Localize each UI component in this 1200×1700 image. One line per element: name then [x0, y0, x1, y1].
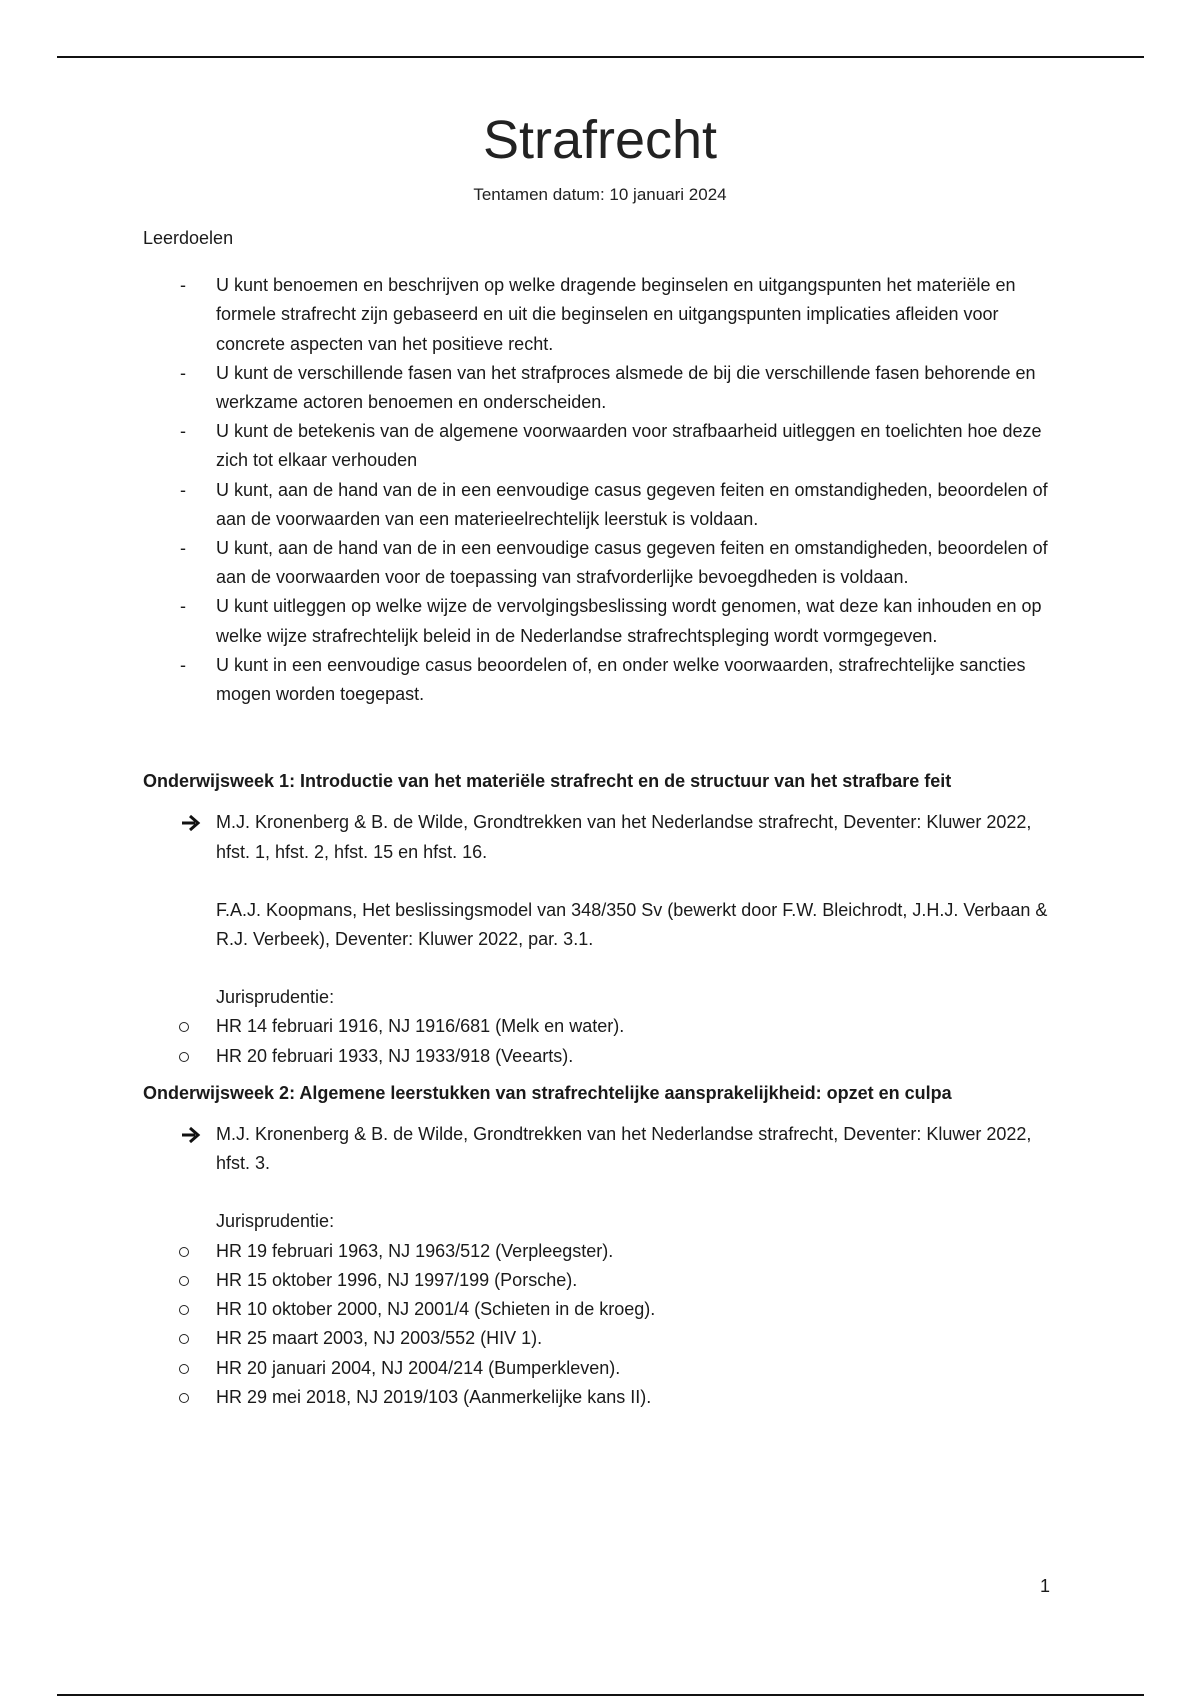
- case-text: HR 20 februari 1933, NJ 1933/918 (Veearts).: [216, 1045, 574, 1066]
- list-item: [143, 1012, 1063, 1041]
- dash-bullet: -: [180, 654, 186, 675]
- case-text: HR 25 maart 2003, NJ 2003/552 (HIV 1).: [216, 1328, 543, 1349]
- week-2-case-list: [143, 1237, 1063, 1412]
- circle-bullet-icon: [179, 1022, 189, 1032]
- case-text: HR 15 oktober 1996, NJ 1997/199 (Porsche).: [216, 1269, 578, 1290]
- list-item: [143, 359, 1063, 417]
- list-item: [143, 651, 1063, 709]
- dash-bullet: -: [180, 362, 186, 383]
- circle-bullet-icon: [179, 1247, 189, 1257]
- circle-bullet-icon: [179, 1334, 189, 1344]
- goal-text: U kunt de betekenis van de algemene voorwaarden voor strafbaarheid uitleggen en toelichten hoe deze zich tot elkaar verhouden: [216, 421, 1042, 471]
- case-text: HR 14 februari 1916, NJ 1916/681 (Melk en water).: [216, 1016, 625, 1037]
- dash-bullet: -: [180, 538, 186, 559]
- list-item: [143, 1266, 1063, 1295]
- circle-bullet-icon: [179, 1052, 189, 1062]
- dash-bullet: -: [180, 479, 186, 500]
- week-1-literature: [143, 808, 1063, 1012]
- list-item: [143, 417, 1063, 475]
- week-1-heading: Onderwijsweek 1: Introductie van het materiële strafrecht en de structuur van het strafbare feit: [143, 771, 952, 792]
- list-item: [143, 534, 1063, 592]
- literature-item: M.J. Kronenberg & B. de Wilde, Grondtrekken van het Nederlandse strafrecht, Deventer: Kluwer 2022, hfst. 3.: [216, 1124, 1032, 1174]
- list-item: [143, 1042, 1063, 1071]
- case-text: HR 19 februari 1963, NJ 1963/512 (Verpleegster).: [216, 1240, 614, 1261]
- week-2-heading: Onderwijsweek 2: Algemene leerstukken van strafrechtelijke aansprakelijkheid: opzet en culpa: [143, 1082, 952, 1103]
- dash-bullet: -: [180, 275, 186, 296]
- exam-date: Tentamen datum: 10 januari 2024: [473, 185, 727, 204]
- case-text: HR 20 januari 2004, NJ 2004/214 (Bumperkleven).: [216, 1357, 621, 1378]
- list-item: [143, 592, 1063, 650]
- goal-text: U kunt uitleggen op welke wijze de vervolgingsbeslissing wordt genomen, wat deze kan inhouden en op welke wijze strafrechtelijk beleid in de Nederlandse strafrechtspleging wordt vormgegeven.: [216, 596, 1042, 646]
- goal-text: U kunt in een eenvoudige casus beoordelen of, en onder welke voorwaarden, strafrechtelijke sancties mogen worden toegepast.: [216, 654, 1026, 705]
- page-number: 1: [1040, 1576, 1051, 1596]
- literature-item: F.A.J. Koopmans, Het beslissingsmodel van 348/350 Sv (bewerkt door F.W. Bleichrodt, J.H.J. Verbaan & R.J. Verbeek), Deventer: Kluwer 2022, par. 3.1.: [216, 899, 1048, 950]
- dash-bullet: -: [180, 421, 186, 442]
- footer-rule: [57, 1694, 1144, 1696]
- list-item: [143, 1237, 1063, 1266]
- goal-text: U kunt, aan de hand van de in een eenvoudige casus gegeven feiten en omstandigheden, beoordelen of aan de voorwaarden van een materieelrechtelijk leerstuk is voldaan.: [216, 479, 1048, 529]
- list-item: [143, 1383, 1063, 1412]
- document-title: Strafrecht: [482, 110, 718, 170]
- arrow-right-icon: [180, 812, 202, 834]
- literature-item: M.J. Kronenberg & B. de Wilde, Grondtrekken van het Nederlandse strafrecht, Deventer: Kluwer 2022, hfst. 1, hfst. 2, hfst. 15 en hfst. 16.: [216, 812, 1032, 862]
- goal-text: U kunt de verschillende fasen van het strafproces alsmede de bij die verschillende fasen behorende en werkzame actoren benoemen en onderscheiden.: [216, 362, 1036, 413]
- list-item: [143, 271, 1063, 359]
- circle-bullet-icon: [179, 1393, 189, 1403]
- case-text: HR 29 mei 2018, NJ 2019/103 (Aanmerkelijke kans II).: [216, 1386, 652, 1407]
- week-2-literature: [143, 1120, 1063, 1237]
- case-text: HR 10 oktober 2000, NJ 2001/4 (Schieten in de kroeg).: [216, 1299, 656, 1320]
- arrow-right-icon: [180, 1124, 202, 1146]
- header-rule: [57, 56, 1144, 58]
- circle-bullet-icon: [179, 1305, 189, 1315]
- case-law-label: Jurisprudentie:: [216, 987, 335, 1008]
- list-item: [143, 1324, 1063, 1353]
- list-item: [143, 476, 1063, 534]
- goals-list: [143, 271, 1063, 709]
- case-law-label: Jurisprudentie:: [216, 1211, 335, 1232]
- week-1-case-list: [143, 1012, 1063, 1070]
- goals-label: Leerdoelen: [143, 228, 234, 248]
- goal-text: U kunt, aan de hand van de in een eenvoudige casus gegeven feiten en omstandigheden, beoordelen of aan de voorwaarden voor de toepassing van strafvorderlijke bevoegdheden is voldaan.: [216, 538, 1048, 588]
- document-body: [143, 224, 1063, 1412]
- list-item: [143, 1354, 1063, 1383]
- dash-bullet: -: [180, 596, 186, 617]
- circle-bullet-icon: [179, 1364, 189, 1374]
- circle-bullet-icon: [179, 1276, 189, 1286]
- list-item: [143, 1295, 1063, 1324]
- goal-text: U kunt benoemen en beschrijven op welke dragende beginselen en uitgangspunten het materiële en formele strafrecht zijn gebaseerd en uit die beginselen en uitgangspunten implicaties afleiden voor concrete aspecten van het positieve recht.: [216, 275, 1016, 354]
